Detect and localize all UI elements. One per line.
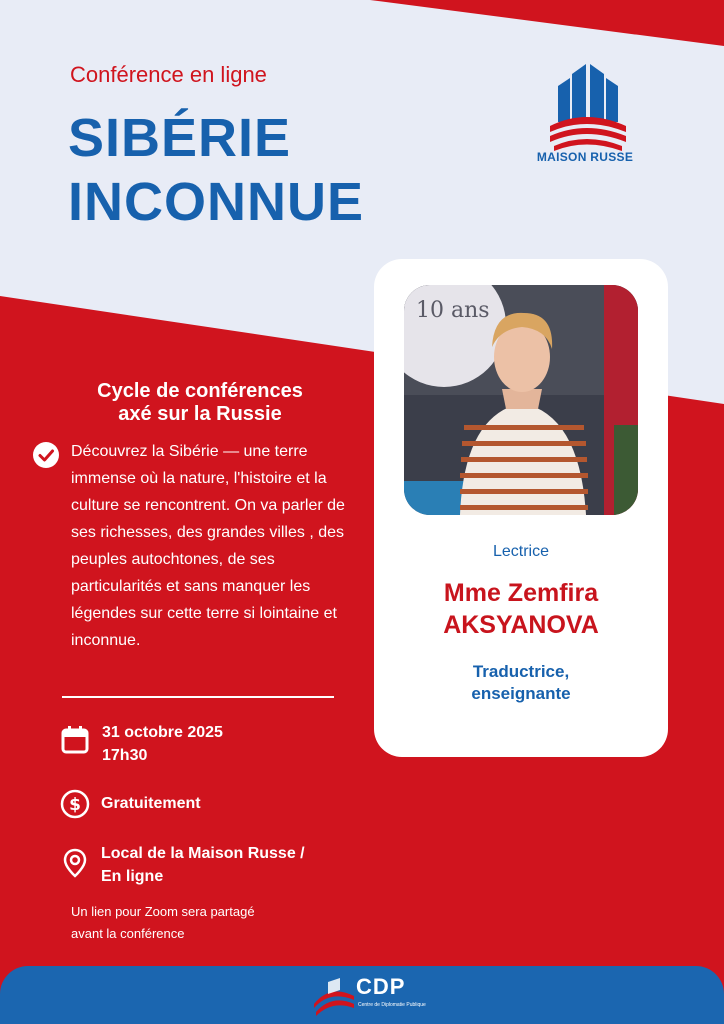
zoom-note-line-2: avant la conférence xyxy=(71,926,185,941)
photo-banner-text: 10 ans xyxy=(416,298,490,323)
location-pin-icon xyxy=(60,848,90,878)
event-date-time xyxy=(102,721,223,767)
speaker-name-line-1: Mme Zemfira xyxy=(443,579,599,607)
cdp-name: Centre de Diplomatie Publique xyxy=(358,1002,426,1008)
title-line-1: SIBÉRIE xyxy=(68,108,292,168)
footer-bar xyxy=(0,966,724,1024)
cdp-logo-icon xyxy=(310,974,358,1018)
calendar-icon xyxy=(60,724,90,754)
cycle-heading xyxy=(60,380,340,426)
speaker-profession-line-2: enseignante xyxy=(471,684,571,703)
event-date: 31 octobre 2025 xyxy=(102,724,223,741)
speaker-role: Lectrice xyxy=(492,543,550,560)
speaker-profession-line-1: Traductrice, xyxy=(472,662,570,681)
speaker-photo-illustration xyxy=(404,285,638,515)
event-location-line-2: En ligne xyxy=(101,868,164,885)
page-title xyxy=(68,106,364,234)
zoom-note xyxy=(71,901,331,945)
event-price: Gratuitement xyxy=(101,795,201,812)
check-circle-icon xyxy=(32,441,60,469)
event-time: 17h30 xyxy=(102,747,148,764)
zoom-note-line-1: Un lien pour Zoom sera partagé xyxy=(71,904,255,919)
event-location-line-1: Local de la Maison Russe / xyxy=(101,845,305,862)
section-divider xyxy=(62,696,334,698)
cycle-heading-line-2: axé sur la Russie xyxy=(118,403,282,425)
speaker-name xyxy=(394,577,648,641)
speaker-name-line-2: AKSYANOVA xyxy=(443,611,599,639)
dollar-icon xyxy=(60,789,90,819)
speaker-profession xyxy=(404,661,638,705)
title-line-2: INCONNUE xyxy=(68,172,365,232)
speaker-card xyxy=(374,259,668,757)
svg-text:$: $ xyxy=(69,795,81,815)
cycle-heading-line-1: Cycle de conférences xyxy=(97,380,303,402)
logo-text: MAISON RUSSE xyxy=(536,150,634,164)
cdp-acronym: CDP xyxy=(356,974,406,999)
speaker-photo xyxy=(404,285,638,515)
event-description: Découvrez la Sibérie — une terre immense où la nature, l'histoire et la culture se rencontrent. On va parler de ses richesses, des grandes villes , des peuples autochtones, de ses particularités et sans manquer les légendes sur cette terre si lointaine et inconnue. xyxy=(71,443,345,649)
event-location xyxy=(101,842,305,888)
event-type-subtitle: Conférence en ligne xyxy=(70,62,267,87)
